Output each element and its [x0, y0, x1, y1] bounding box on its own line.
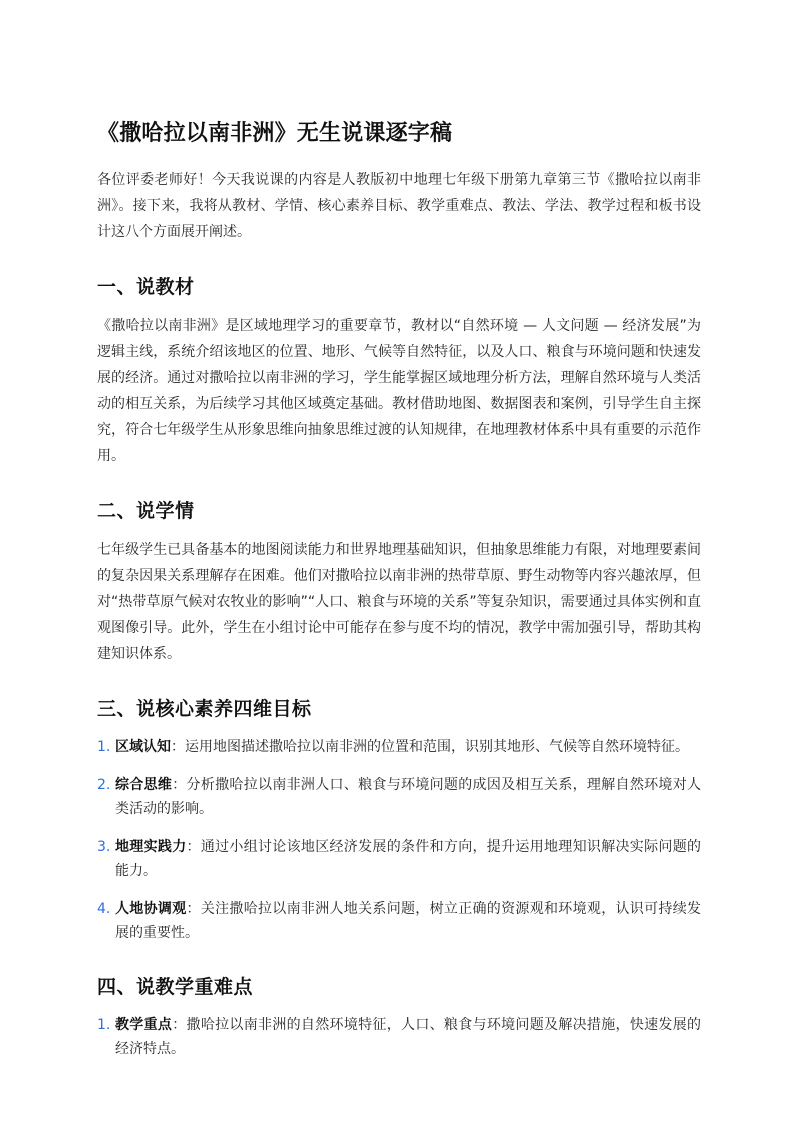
list-item: [97, 897, 701, 945]
list-item: [97, 1013, 701, 1061]
section-paragraph-textbook: 《撒哈拉以南非洲》是区域地理学习的重要章节，教材以“自然环境 — 人文问题 — 经济发展”为逻辑主线，系统介绍该地区的位置、地形、气候等自然特征，以及人口、粮食与环境问题和快速发展的经济。通过对撒哈拉以南非洲的学习，学生能掌握区域地理分析方法，理解自然环境与人类活动的相互关系，为后续学习其他区域奠定基础。教材借助地图、数据图表和案例，引导学生自主探究，符合七年级学生从形象思维向抽象思维过渡的认知规律，在地理教材体系中具有重要的示范作用。: [97, 318, 701, 464]
list-text: 关注撒哈拉以南非洲人地关系问题，树立正确的资源观和环境观，认识可持续发展的重要性。: [115, 901, 702, 941]
section-heading-textbook: 一、说教材: [97, 276, 195, 298]
section-heading-objectives: 三、说核心素养四维目标: [97, 698, 312, 720]
list-separator: ：: [186, 901, 201, 917]
document-title: 《撒哈拉以南非洲》无生说课逐字稿: [97, 121, 453, 146]
list-separator: ：: [186, 839, 201, 855]
objectives-list: [97, 735, 701, 945]
list-number: 2.: [97, 777, 111, 793]
list-separator: ：: [171, 739, 185, 755]
list-item: [97, 773, 701, 821]
list-text: 通过小组讨论该地区经济发展的条件和方向，提升运用地理知识解决实际问题的能力。: [115, 839, 702, 879]
list-text: 运用地图描述撒哈拉以南非洲的位置和范围，识别其地形、气候等自然环境特征。: [185, 739, 689, 755]
list-term: 地理实践力: [115, 839, 187, 855]
list-separator: ：: [172, 1017, 187, 1033]
list-number: 1.: [97, 739, 111, 755]
list-item: [97, 835, 701, 883]
list-text: 撒哈拉以南非洲的自然环境特征，人口、粮食与环境问题及解决措施，快速发展的经济特点。: [115, 1017, 702, 1057]
list-item: [97, 735, 701, 759]
key-points-list: [97, 1013, 701, 1061]
list-text: 分析撒哈拉以南非洲人口、粮食与环境问题的成因及相互关系，理解自然环境对人类活动的影响。: [115, 777, 702, 817]
list-number: 3.: [97, 839, 111, 855]
list-term: 综合思维: [115, 777, 173, 793]
section-paragraph-students: 七年级学生已具备基本的地图阅读能力和世界地理基础知识，但抽象思维能力有限，对地理要素间的复杂因果关系理解存在困难。他们对撒哈拉以南非洲的热带草原、野生动物等内容兴趣浓厚，但对“热带草原气候对农牧业的影响”“人口、粮食与环境的关系”等复杂知识，需要通过具体实例和直观图像引导。此外，学生在小组讨论中可能存在参与度不均的情况，教学中需加强引导，帮助其构建知识体系。: [97, 542, 701, 662]
list-number: 4.: [97, 901, 111, 917]
list-number: 1.: [97, 1017, 111, 1033]
document-page: [97, 118, 701, 1075]
section-heading-students: 二、说学情: [97, 500, 195, 522]
list-term: 人地协调观: [115, 901, 187, 917]
list-separator: ：: [172, 777, 187, 793]
list-term: 区域认知: [115, 739, 171, 755]
list-term: 教学重点: [115, 1017, 173, 1033]
intro-paragraph: 各位评委老师好！今天我说课的内容是人教版初中地理七年级下册第九章第三节《撒哈拉以南非洲》。接下来，我将从教材、学情、核心素养目标、教学重难点、教法、学法、教学过程和板书设计这八个方面展开阐述。: [97, 172, 701, 240]
section-heading-key-points: 四、说教学重难点: [97, 976, 254, 998]
